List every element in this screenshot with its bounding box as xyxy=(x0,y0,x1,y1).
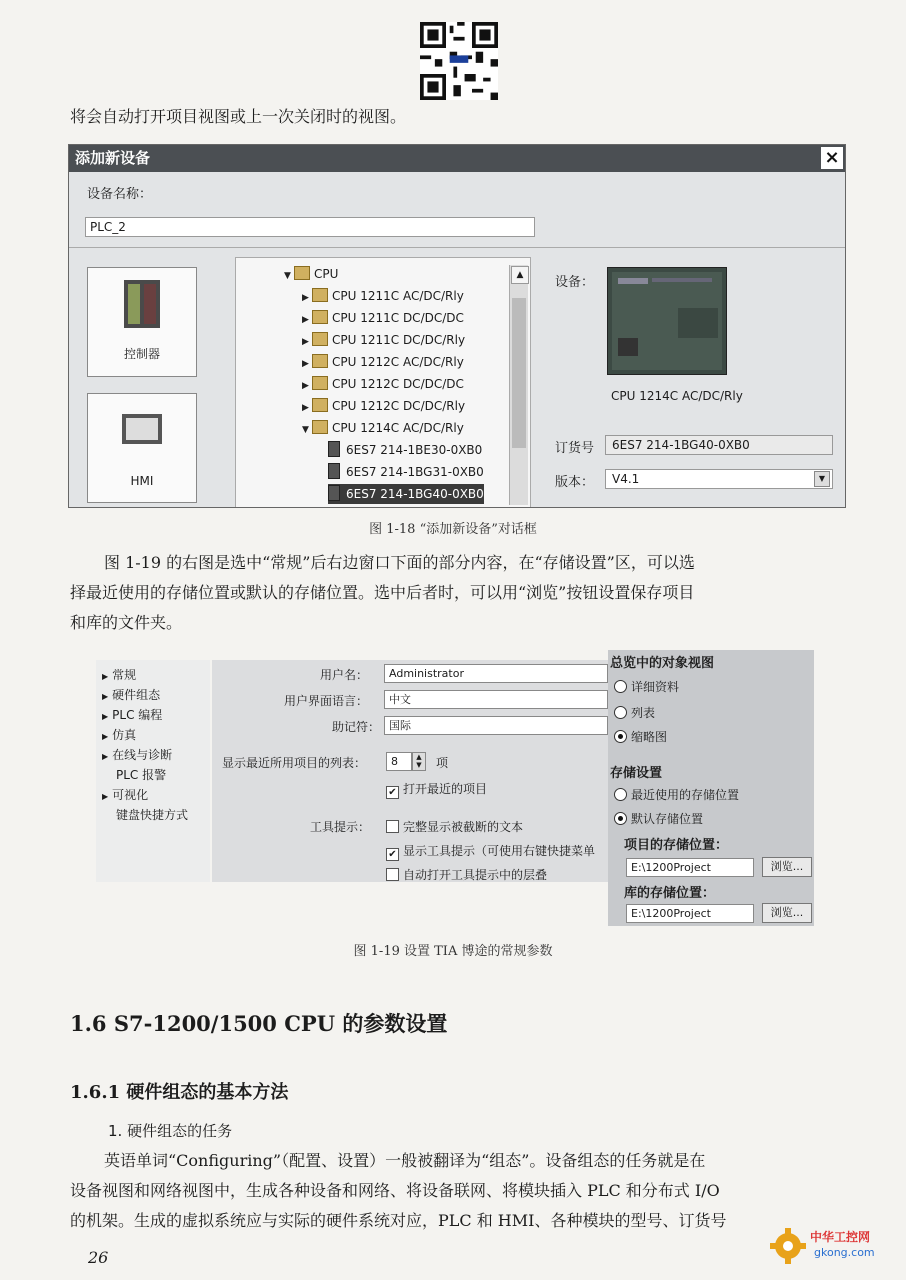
expanded-arrow-icon[interactable]: ▼ xyxy=(302,425,309,435)
device-name-label: 设备名称： xyxy=(87,187,153,202)
cpu-icon xyxy=(328,441,340,457)
version-value: V4.1 xyxy=(612,472,640,486)
collapsed-arrow-icon[interactable]: ▶ xyxy=(302,337,309,347)
checkbox-icon[interactable] xyxy=(386,868,399,881)
checkbox-icon[interactable] xyxy=(386,820,399,833)
collapsed-arrow-icon[interactable]: ▶ xyxy=(302,403,309,413)
tree-item-label: CPU xyxy=(314,267,339,281)
hmi-icon xyxy=(120,404,164,456)
cpu-module-icon xyxy=(608,268,726,374)
stepper-arrows-icon[interactable]: ▲ ▼ xyxy=(412,752,426,771)
tree-item[interactable] xyxy=(328,484,484,504)
folder-icon xyxy=(312,288,328,302)
radio-selected-icon[interactable] xyxy=(614,730,627,743)
tree-item-label: CPU 1211C AC/DC/Rly xyxy=(332,289,464,303)
radio-icon[interactable] xyxy=(614,788,627,801)
device-catalog-tree xyxy=(235,257,531,508)
library-location-title: 库的存储位置： xyxy=(624,886,716,901)
collapsed-arrow-icon[interactable]: ▶ xyxy=(302,315,309,325)
tree-item[interactable] xyxy=(302,352,464,372)
tree-item-label: CPU 1212C DC/DC/Rly xyxy=(332,399,466,413)
storage-title: 存储设置 xyxy=(610,766,663,781)
add-device-dialog xyxy=(68,144,846,508)
nav-item-label: 在线与诊断 xyxy=(112,748,173,762)
hmi-label: HMI xyxy=(130,474,154,488)
para1-line3: 和库的文件夹。 xyxy=(70,613,183,632)
collapsed-arrow-icon[interactable]: ▶ xyxy=(302,359,309,369)
divider xyxy=(69,247,845,248)
collapsed-arrow-icon[interactable]: ▶ xyxy=(302,293,309,303)
watermark-site: 中华工控网 xyxy=(810,1230,871,1244)
checkbox-checked-icon[interactable]: ✔ xyxy=(386,848,399,861)
project-location-title: 项目的存储位置： xyxy=(624,838,729,853)
recent-count-input[interactable]: 8 xyxy=(386,752,412,771)
collapsed-arrow-icon[interactable]: ▶ xyxy=(102,792,109,801)
order-label: 订货号 xyxy=(555,441,595,456)
browse-library-button[interactable]: 浏览... xyxy=(762,903,812,923)
nav-item[interactable] xyxy=(102,786,148,803)
checkbox-checked-icon[interactable]: ✔ xyxy=(386,786,399,799)
project-location-input[interactable]: E:\1200Project xyxy=(626,858,754,877)
nav-item[interactable] xyxy=(116,766,166,783)
tree-item[interactable] xyxy=(302,308,464,328)
para2-line1: 英语单词“Configuring”（配置、设置）一般被翻译为“组态”。设备组态的任务就是在 xyxy=(104,1151,706,1170)
tree-item[interactable] xyxy=(328,440,482,460)
general-settings-panel xyxy=(212,660,608,882)
nav-item[interactable] xyxy=(102,686,160,703)
caption-1-19: 图 1-19 设置 TIA 博途的常规参数 xyxy=(353,944,553,959)
tree-item-label: 6ES7 214-1BG40-0XB0 xyxy=(346,487,484,501)
storage-settings-panel xyxy=(608,650,814,926)
controller-tile[interactable] xyxy=(87,267,197,377)
para2-line2: 设备视图和网络视图中，生成各种设备和网络、将设备联网、将模块插入 PLC 和分布式 I/O xyxy=(70,1181,720,1200)
cpu-icon xyxy=(328,463,340,479)
nav-item[interactable] xyxy=(102,666,136,683)
collapsed-arrow-icon[interactable]: ▶ xyxy=(302,381,309,391)
tooltip-option-2-label: 显示工具提示（可使用右键快捷菜单 xyxy=(403,844,596,858)
hmi-tile[interactable] xyxy=(87,393,197,503)
section-heading: 1.6 S7-1200/1500 CPU 的参数设置 xyxy=(70,1011,448,1036)
folder-icon xyxy=(312,398,328,412)
nav-item-label: 可视化 xyxy=(112,788,149,802)
close-icon[interactable]: × xyxy=(821,147,843,169)
recent-unit: 项 xyxy=(436,756,449,770)
nav-item-label: 常规 xyxy=(112,668,137,682)
tree-item[interactable] xyxy=(302,374,464,394)
tree-item-label: 6ES7 214-1BG31-0XB0 xyxy=(346,465,484,479)
chevron-down-icon[interactable]: ▼ xyxy=(814,471,830,487)
tooltip-option-3[interactable] xyxy=(386,866,547,883)
folder-icon xyxy=(312,310,328,324)
nav-item[interactable] xyxy=(102,746,172,763)
order-number-field: 6ES7 214-1BG40-0XB0 xyxy=(605,435,833,455)
watermark-logo xyxy=(770,1226,896,1266)
mnemonic-label: 助记符： xyxy=(332,720,381,734)
radio-icon[interactable] xyxy=(614,706,627,719)
nav-item-label: 硬件组态 xyxy=(112,688,161,702)
storage-option-recent-label: 最近使用的存储位置 xyxy=(631,788,740,802)
nav-item[interactable] xyxy=(102,726,136,743)
nav-item[interactable] xyxy=(102,706,162,723)
page-number: 26 xyxy=(88,1248,109,1267)
nav-item[interactable] xyxy=(116,806,188,823)
collapsed-arrow-icon[interactable]: ▶ xyxy=(102,752,109,761)
open-recent-option[interactable] xyxy=(386,780,487,799)
para1-line1: 图 1-19 的右图是选中“常规”后右边窗口下面的部分内容，在“存储设置”区，可以选 xyxy=(104,553,695,572)
dialog-title: 添加新设备 xyxy=(69,145,845,172)
tree-item-label: CPU 1211C DC/DC/Rly xyxy=(332,333,466,347)
device-image xyxy=(607,267,727,375)
recent-list-label: 显示最近所用项目的列表： xyxy=(222,756,367,770)
device-name-input[interactable]: PLC_2 xyxy=(85,217,535,237)
tree-item[interactable] xyxy=(302,286,464,306)
folder-icon xyxy=(312,332,328,346)
tree-scrollbar[interactable] xyxy=(509,265,528,505)
subsection-heading: 1.6.1 硬件组态的基本方法 xyxy=(70,1082,289,1103)
mnemonic-select[interactable]: 国际 xyxy=(384,716,608,735)
version-label: 版本： xyxy=(555,475,595,490)
device-name: CPU 1214C AC/DC/Rly xyxy=(611,389,743,403)
collapsed-arrow-icon[interactable]: ▶ xyxy=(102,692,109,701)
ui-language-select[interactable]: 中文 xyxy=(384,690,608,709)
nav-item-label: PLC 报警 xyxy=(116,768,167,782)
tree-item-label: 6ES7 214-1BE30-0XB0 xyxy=(346,443,483,457)
browse-project-button[interactable]: 浏览... xyxy=(762,857,812,877)
para2-line3: 的机架。生成的虚拟系统应与实际的硬件系统对应，PLC 和 HMI、各种模块的型号、订货号 xyxy=(70,1211,727,1230)
controller-label: 控制器 xyxy=(123,347,160,361)
tree-item[interactable] xyxy=(328,462,484,482)
ui-language-label: 用户界面语言： xyxy=(284,694,369,708)
cpu-icon xyxy=(328,485,340,501)
tooltip-option-3-label: 自动打开工具提示中的层叠 xyxy=(403,868,548,882)
tree-item-label: CPU 1212C AC/DC/Rly xyxy=(332,355,464,369)
scroll-thumb[interactable] xyxy=(512,298,526,448)
overview-option-thumbnail[interactable] xyxy=(614,728,667,745)
intro-text: 将会自动打开项目视图或上一次关闭时的视图。 xyxy=(70,107,407,126)
folder-icon xyxy=(312,354,328,368)
collapsed-arrow-icon[interactable]: ▶ xyxy=(102,672,109,681)
folder-icon xyxy=(312,376,328,390)
folder-icon xyxy=(312,420,328,434)
overview-option-thumbnail-label: 缩略图 xyxy=(631,730,668,744)
tree-item[interactable] xyxy=(302,396,465,416)
device-label: 设备： xyxy=(555,275,595,290)
collapsed-arrow-icon[interactable]: ▶ xyxy=(102,712,109,721)
nav-item-label: PLC 编程 xyxy=(112,708,163,722)
caption-1-18: 图 1-18 “添加新设备”对话框 xyxy=(369,522,537,537)
tooltip-option-1-label: 完整显示被截断的文本 xyxy=(403,820,524,834)
username-input[interactable]: Administrator xyxy=(384,664,608,683)
overview-title: 总览中的对象视图 xyxy=(610,656,715,671)
folder-icon xyxy=(294,266,310,280)
overview-option-details[interactable] xyxy=(614,678,679,695)
scroll-up-icon[interactable]: ▲ xyxy=(511,266,529,284)
library-location-input[interactable]: E:\1200Project xyxy=(626,904,754,923)
storage-option-default[interactable] xyxy=(614,810,703,827)
overview-option-list-label: 列表 xyxy=(631,706,656,720)
gear-icon xyxy=(770,1228,806,1264)
qr-code-icon xyxy=(420,22,498,100)
version-select[interactable] xyxy=(605,469,833,489)
qr-code xyxy=(420,22,498,100)
tree-item[interactable] xyxy=(302,418,464,438)
collapsed-arrow-icon[interactable]: ▶ xyxy=(102,732,109,741)
controller-icon xyxy=(120,278,164,330)
tree-item-label: CPU 1212C DC/DC/DC xyxy=(332,377,464,391)
para1-line2: 择最近使用的存储位置或默认的存储位置。选中后者时，可以用“浏览”按钮设置保存项目 xyxy=(70,583,695,602)
open-recent-label: 打开最近的项目 xyxy=(403,782,488,796)
expanded-arrow-icon[interactable]: ▼ xyxy=(284,271,291,281)
tooltip-option-2[interactable] xyxy=(386,842,595,861)
tree-item[interactable] xyxy=(284,264,338,284)
tooltip-label: 工具提示： xyxy=(310,820,371,834)
tree-item-label: CPU 1214C AC/DC/Rly xyxy=(332,421,464,435)
storage-option-recent[interactable] xyxy=(614,786,739,803)
tooltip-option-1[interactable] xyxy=(386,818,523,835)
overview-option-list[interactable] xyxy=(614,704,655,721)
overview-option-details-label: 详细资料 xyxy=(631,680,680,694)
nav-item-label: 键盘快捷方式 xyxy=(116,808,189,822)
username-label: 用户名： xyxy=(320,668,369,682)
settings-nav xyxy=(96,660,210,882)
item-heading: 1. 硬件组态的任务 xyxy=(108,1122,233,1140)
radio-selected-icon[interactable] xyxy=(614,812,627,825)
storage-option-default-label: 默认存储位置 xyxy=(631,812,704,826)
nav-item-label: 仿真 xyxy=(112,728,137,742)
watermark-url: gkong.com xyxy=(814,1246,875,1259)
tree-item[interactable] xyxy=(302,330,465,350)
tree-item-label: CPU 1211C DC/DC/DC xyxy=(332,311,464,325)
radio-icon[interactable] xyxy=(614,680,627,693)
